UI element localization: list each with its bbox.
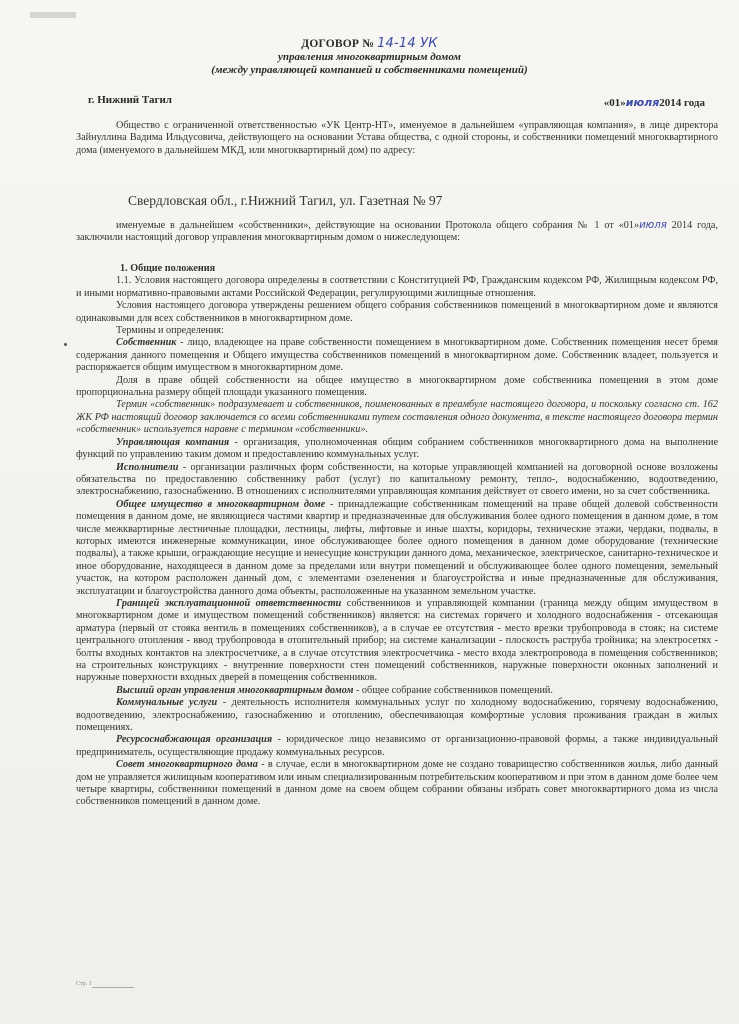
def-house-council: Совет многоквартирного дома - в случае, если в многоквартирном доме не создано товарищество собственников жилья, либо данный дом не управляется жилищным кооперативом или иным специализированным потребительским кооперативом и при этом в данном доме более чем четыре квартиры, собственники помещений в данном доме на своем общем собрании обязаны избрать совет многоквартирного дома из числа собственников помещений в данном доме. bbox=[76, 759, 718, 808]
scan-dot bbox=[64, 343, 67, 346]
city-label: г. Нижний Тагил bbox=[88, 94, 172, 106]
terms-heading: Термины и определения: bbox=[116, 325, 224, 337]
section-general-provisions bbox=[76, 263, 718, 809]
def-executors: Исполнители - организации различных форм собственности, на которые управляющей компанией на договорной основе возложены обязательства по предоставлению собственнику работ (услуг) по капитальному ремонту, тепло-, водоснабжению, водоотведению, электроснабжению, газоснабжению. В отношениях с исполнителями управляющая компания действует от своего имени, но за счет собственника. bbox=[76, 461, 718, 498]
section-heading: 1. Общие положения bbox=[120, 263, 216, 274]
def-management-company: Управляющая компания - организация, уполномоченная общим собранием собственников многоквартирного дома на выполнение функций по управлению таким домом и предоставлению коммунальных услуг. bbox=[76, 436, 718, 461]
page-footer-line bbox=[92, 987, 134, 988]
def-supreme-body: Высший орган управления многоквартирным домом - общее собрание собственников помещений. bbox=[116, 684, 553, 696]
document-subtitle: управления многоквартирным домом bbox=[278, 51, 461, 63]
scan-artifact bbox=[30, 12, 76, 18]
def-share: Доля в праве общей собственности на общее имущество в многоквартирном доме собственника помещения в этом доме пропорциональна размеру общей площади указанного помещения. bbox=[76, 374, 718, 399]
handwritten-contract-number: 14-14 УК bbox=[377, 36, 438, 51]
def-resource-supplier: Ресурсоснабжающая организация - юридическое лицо независимо от организационно-правовой формы, а также индивидуальный предприниматель, осуществляющие продажу коммунальных ресурсов. bbox=[76, 734, 718, 758]
document-parties-note: (между управляющей компанией и собственниками помещений) bbox=[211, 64, 528, 76]
clause-1-1: 1.1. Условия настоящего договора определены в соответствии с Конституцией РФ, Гражданским кодексом РФ, Жилищным кодексом РФ, и иными нормативно-правовыми актами Российской Федерации, регулирующими жилищные отношения. bbox=[76, 275, 718, 299]
def-term-note: Термин «собственник» подразумевает и собственников, поименованных в преамбуле настоящего договора, и поскольку согласно ст. 162 ЖК РФ настоящий договор заключается со всеми собственниками путем составления одного документа, в тексте настоящего договора термин «собственник» используется наравне с термином «собственники». bbox=[76, 399, 718, 436]
def-common-property: Общее имущество в многоквартирном доме - принадлежащие собственникам помещений на праве общей долевой собственности помещения в данном доме, не являющиеся частями квартир и предназначенные для обслуживания более одного помещения в данном доме, в том числе межквартирные лестничные площадки, лестницы, лифты, лифтовые и иные шахты, коридоры, технические этажи, чердаки, подвалы, в которых имеются инженерные коммуникации, иное обслуживающее более одного помещения в данном доме оборудование (технические подвалы), а также крыши, ограждающие несущие и ненесущие конструкции данного дома, механическое, электрическое, санитарно-техническое и иное оборудование, находящееся в данном доме за пределами или внутри помещений и обслуживающее более одного помещения, земельный участок, на котором расположен данный дом, с элементами озеленения и благоустройства и иные предназначенные для обслуживания, эксплуатации и благоустройства данного дома объекты, расположенные на указанном земельном участке. bbox=[76, 498, 718, 597]
handwritten-month: июля bbox=[625, 96, 660, 109]
def-responsibility-border: Границей эксплуатационной ответственности собственников и управляющей компании (граница между общим имуществом в многоквартирном доме и имуществом помещений собственников) является: на системах горячего и холодного водоснабжения - отсекающая арматура (первый от стояка вентиль в помещениях собственников), а в случае ее отсутствия - место врезки трубопровода в стояк; на системе центрального отопления - ввод трубопровода в отопительный прибор; на системе канализации - плоскость раструба тройника; на электросетях - болты входных контактов на электросчетчике, а в случае отсутствия электросчетчика - место входа электропровода в помещения собственников; на строительных конструкциях - внутренние поверхности стен помещений собственников, наружные поверхности оконных заполнений и наружные поверхности входных дверей в помещения собственников. bbox=[76, 597, 718, 684]
contract-date: «01»июля2014 года bbox=[603, 96, 705, 109]
def-utility-services: Коммунальные услуги - деятельность исполнителя коммунальных услуг по холодному водоснабжению, горячему водоснабжению, водоотведению, электроснабжению, газоснабжению и отоплению, обеспечивающая комфортные условия проживания граждан в жилых помещениях. bbox=[76, 697, 719, 734]
document-title: ДОГОВОР № 14-14 УК bbox=[301, 36, 438, 51]
intro-paragraph: Общество с ограниченной ответственностью «УК Центр-НТ», именуемое в дальнейшем «управляющая компания», в лице директора Зайнуллина Вадима Ильдусовича, действующего на основании Устава общества, с одной стороны, и собственники помещений многоквартирного дома (именуемого в дальнейшем МКД, или многоквартирный дом) по адресу: bbox=[76, 120, 718, 156]
property-address: Свердловская обл., г.Нижний Тагил, ул. Газетная № 97 bbox=[128, 193, 443, 208]
clause-conditions: Условия настоящего договора утверждены решением общего собрания собственников помещений в многоквартирном доме и являются одинаковыми для всех собственников в многоквартирном доме. bbox=[76, 300, 718, 324]
page-footer-mark: Стр. 1 bbox=[76, 981, 92, 987]
handwritten-month-2: июля bbox=[639, 220, 667, 231]
owners-paragraph: именуемые в дальнейшем «собственники», действующие на основании Протокола общего собрания № 1 от «01»июля 2014 года, заключили настоящий договор управления многоквартирным домом о нижеследующем: bbox=[76, 220, 719, 244]
def-owner: Собственник - лицо, владеющее на праве собственности помещением в многоквартирном доме. Собственник помещения несет бремя содержания данного помещения и Общего имущества собственников помещений в многоквартирном доме. Собственник владеет, пользуется и распоряжается общим имуществом в многоквартирном доме. bbox=[76, 337, 718, 374]
